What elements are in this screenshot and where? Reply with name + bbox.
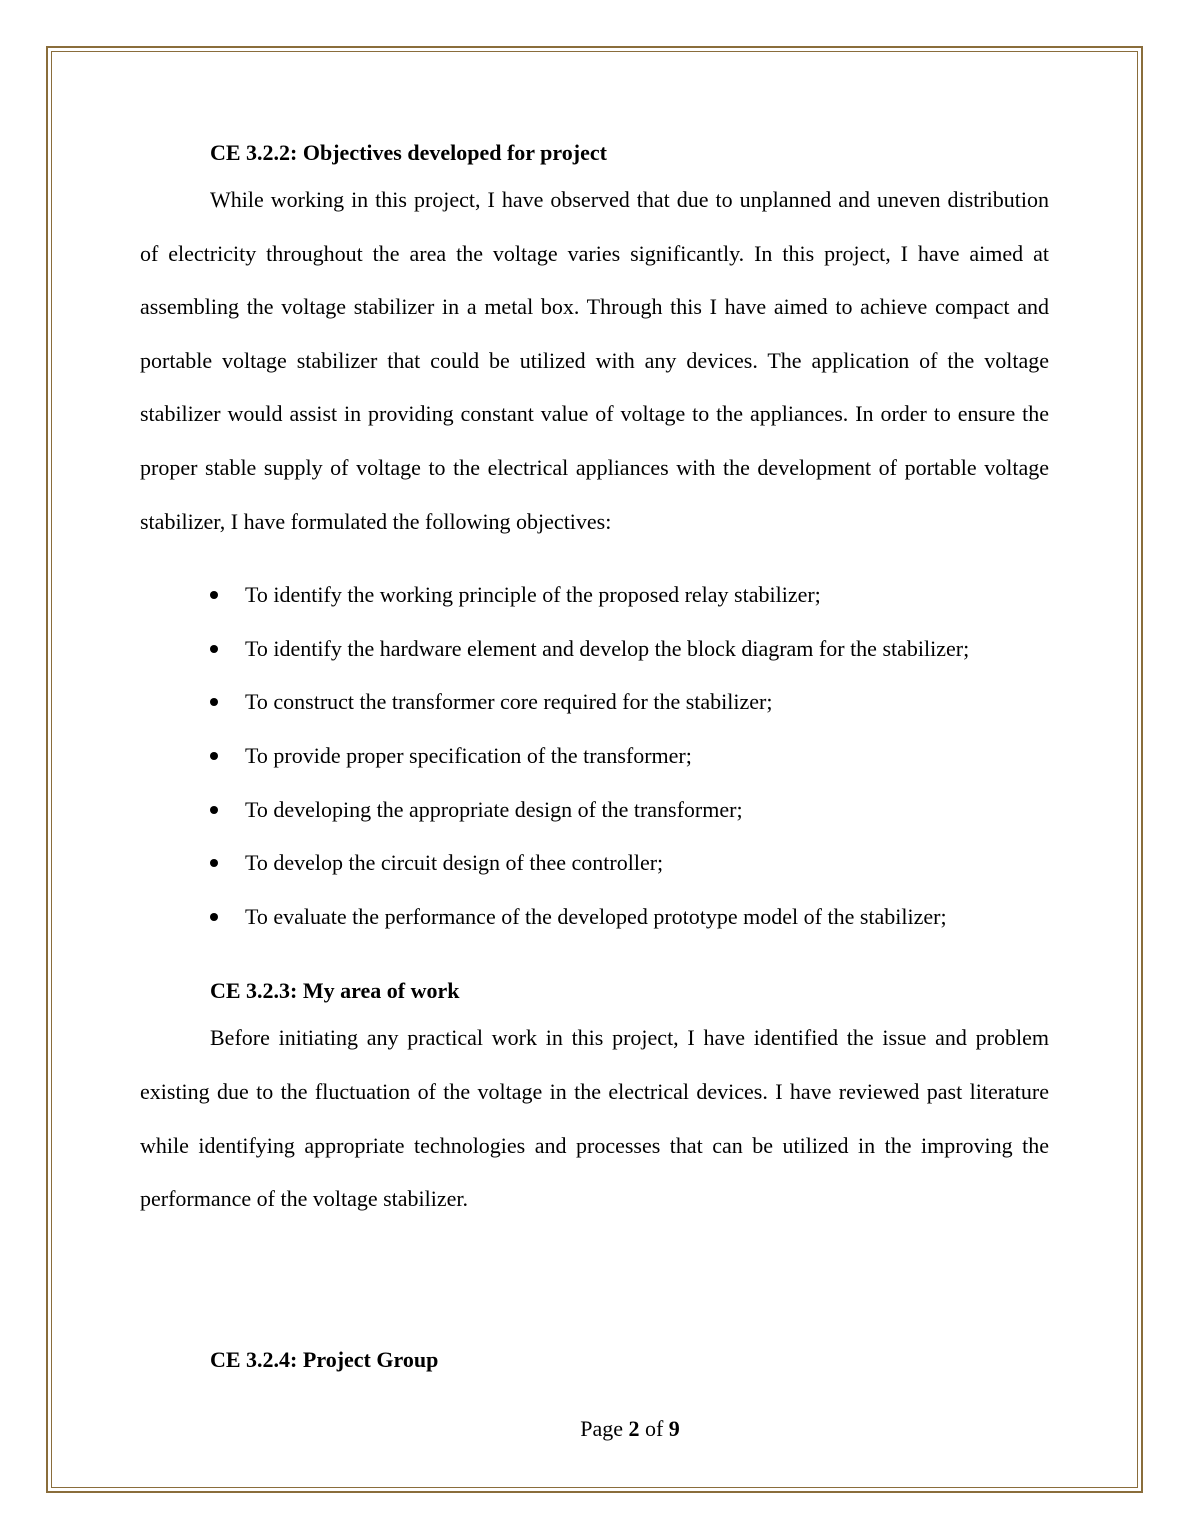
list-item [210,675,1049,729]
document-body [140,136,1049,1377]
objective-text: To provide proper specification of the transformer; [245,742,692,768]
bullet-icon [210,591,218,599]
bullet-icon [210,752,218,760]
section-paragraph-3-2-3: Before initiating any practical work in this project, I have identified the issue and problem existing due to the fluctuation of the voltage in the electrical devices. I have reviewed past literature while identifying appropriate technologies and processes that can be utilized in the improving the performance of the voltage stabilizer. [140,1025,1049,1212]
objective-text: To developing the appropriate design of the transformer; [245,796,743,822]
objective-text: To evaluate the performance of the developed prototype model of the stabilizer; [245,903,947,929]
page-footer [0,1416,1190,1442]
section-paragraph-3-2-2: While working in this project, I have observed that due to unplanned and uneven distribution of electricity throughout the area the voltage varies significantly. In this project, I have aimed at assembling the voltage stabilizer in a metal box. Through this I have aimed to achieve compact and portable voltage stabilizer that could be utilized with any devices. The application of the voltage stabilizer would assist in providing constant value of voltage to the appliances. In order to ensure the proper stable supply of voltage to the electrical appliances with the development of portable voltage stabilizer, I have formulated the following objectives: [140,187,1049,534]
current-page-number: 2 [628,1416,640,1441]
of-word: of [644,1416,664,1441]
section-heading-3-2-2: CE 3.2.2: Objectives developed for project [210,140,607,165]
list-item [210,622,1049,676]
bullet-icon [210,645,218,653]
list-item [210,729,1049,783]
objective-text: To construct the transformer core required for the stabilizer; [245,689,773,715]
section-heading-3-2-3: CE 3.2.3: My area of work [210,978,460,1004]
objective-text: To identify the hardware element and develop the block diagram for the stabilizer; [245,635,970,661]
page-word: Page [580,1416,623,1441]
bullet-icon [210,806,218,814]
list-item [210,836,1049,890]
bullet-icon [210,913,218,921]
total-pages-number: 9 [668,1416,680,1441]
list-item [210,890,1049,944]
list-item [210,568,1049,622]
list-item [210,783,1049,837]
objective-text: To develop the circuit design of thee controller; [245,850,664,876]
section-heading-3-2-4: CE 3.2.4: Project Group [210,1346,439,1372]
bullet-icon [210,859,218,867]
objectives-list [140,568,1049,943]
objective-text: To identify the working principle of the proposed relay stabilizer; [245,582,821,608]
bullet-icon [210,698,218,706]
